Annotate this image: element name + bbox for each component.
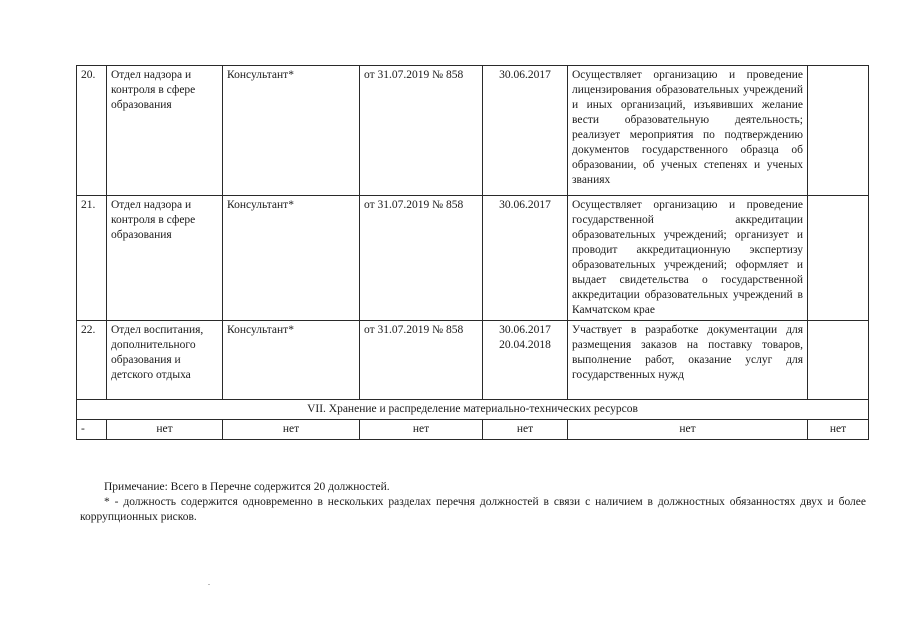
extra-cell (808, 196, 869, 321)
department-cell: Отдел надзора и контроля в сфере образования (107, 66, 223, 196)
date-value: 30.06.2017 (499, 324, 551, 336)
position-cell: Консультант* (223, 196, 360, 321)
duties-cell: Участвует в разработке документации для размещения заказов на поставку товаров, выполнение работ, оказание услуг для государственных нужд (568, 321, 808, 400)
notes-block (80, 480, 866, 525)
empty-section-row (77, 420, 869, 440)
duties-cell: нет (568, 420, 808, 440)
row-number: 22. (77, 321, 107, 400)
section-title: VII. Хранение и распределение материально-технических ресурсов (77, 400, 869, 420)
date-cell (483, 321, 568, 400)
note-total: Примечание: Всего в Перечне содержится 20 должностей. (104, 481, 390, 493)
row-number: 21. (77, 196, 107, 321)
order-cell: от 31.07.2019 № 858 (360, 196, 483, 321)
position-cell: Консультант* (223, 321, 360, 400)
position-cell: нет (223, 420, 360, 440)
date-value-2: 20.04.2018 (499, 339, 551, 351)
order-cell: от 31.07.2019 № 858 (360, 66, 483, 196)
order-cell: нет (360, 420, 483, 440)
table-row (77, 321, 869, 400)
duties-cell: Осуществляет организацию и проведение лицензирования образовательных учреждений и иных организаций, изъявивших желание вести образовательную деятельность; реализует мероприятия по подтверждению документов государственного образца об образовании, об ученых степенях и ученых званиях (568, 66, 808, 196)
duties-cell: Осуществляет организацию и проведение государственной аккредитации образовательных учреждений; организует и проводит аккредитационную экспертизу образовательных учреждений; оформляет и выдает свидетельства о государственной аккредитации образовательных учреждений в Камчатском крае (568, 196, 808, 321)
date-value: 30.06.2017 (499, 199, 551, 211)
department-cell: Отдел надзора и контроля в сфере образования (107, 196, 223, 321)
extra-cell: нет (808, 420, 869, 440)
scan-speck (208, 584, 210, 585)
extra-cell (808, 321, 869, 400)
department-cell: Отдел воспитания, дополнительного образования и детского отдыха (107, 321, 223, 400)
position-cell: Консультант* (223, 66, 360, 196)
department-cell: нет (107, 420, 223, 440)
section-header-row (77, 400, 869, 420)
note-asterisk: * - должность содержится одновременно в нескольких разделах перечня должностей в связи с наличием в должностных обязанностях двух и более коррупционных рисков. (80, 496, 866, 523)
date-value: 30.06.2017 (499, 69, 551, 81)
order-cell: от 31.07.2019 № 858 (360, 321, 483, 400)
table-row (77, 196, 869, 321)
row-number: 20. (77, 66, 107, 196)
date-cell: нет (483, 420, 568, 440)
row-number: - (77, 420, 107, 440)
date-cell (483, 66, 568, 196)
table-row (77, 66, 869, 196)
positions-table (76, 65, 869, 440)
date-cell (483, 196, 568, 321)
extra-cell (808, 66, 869, 196)
